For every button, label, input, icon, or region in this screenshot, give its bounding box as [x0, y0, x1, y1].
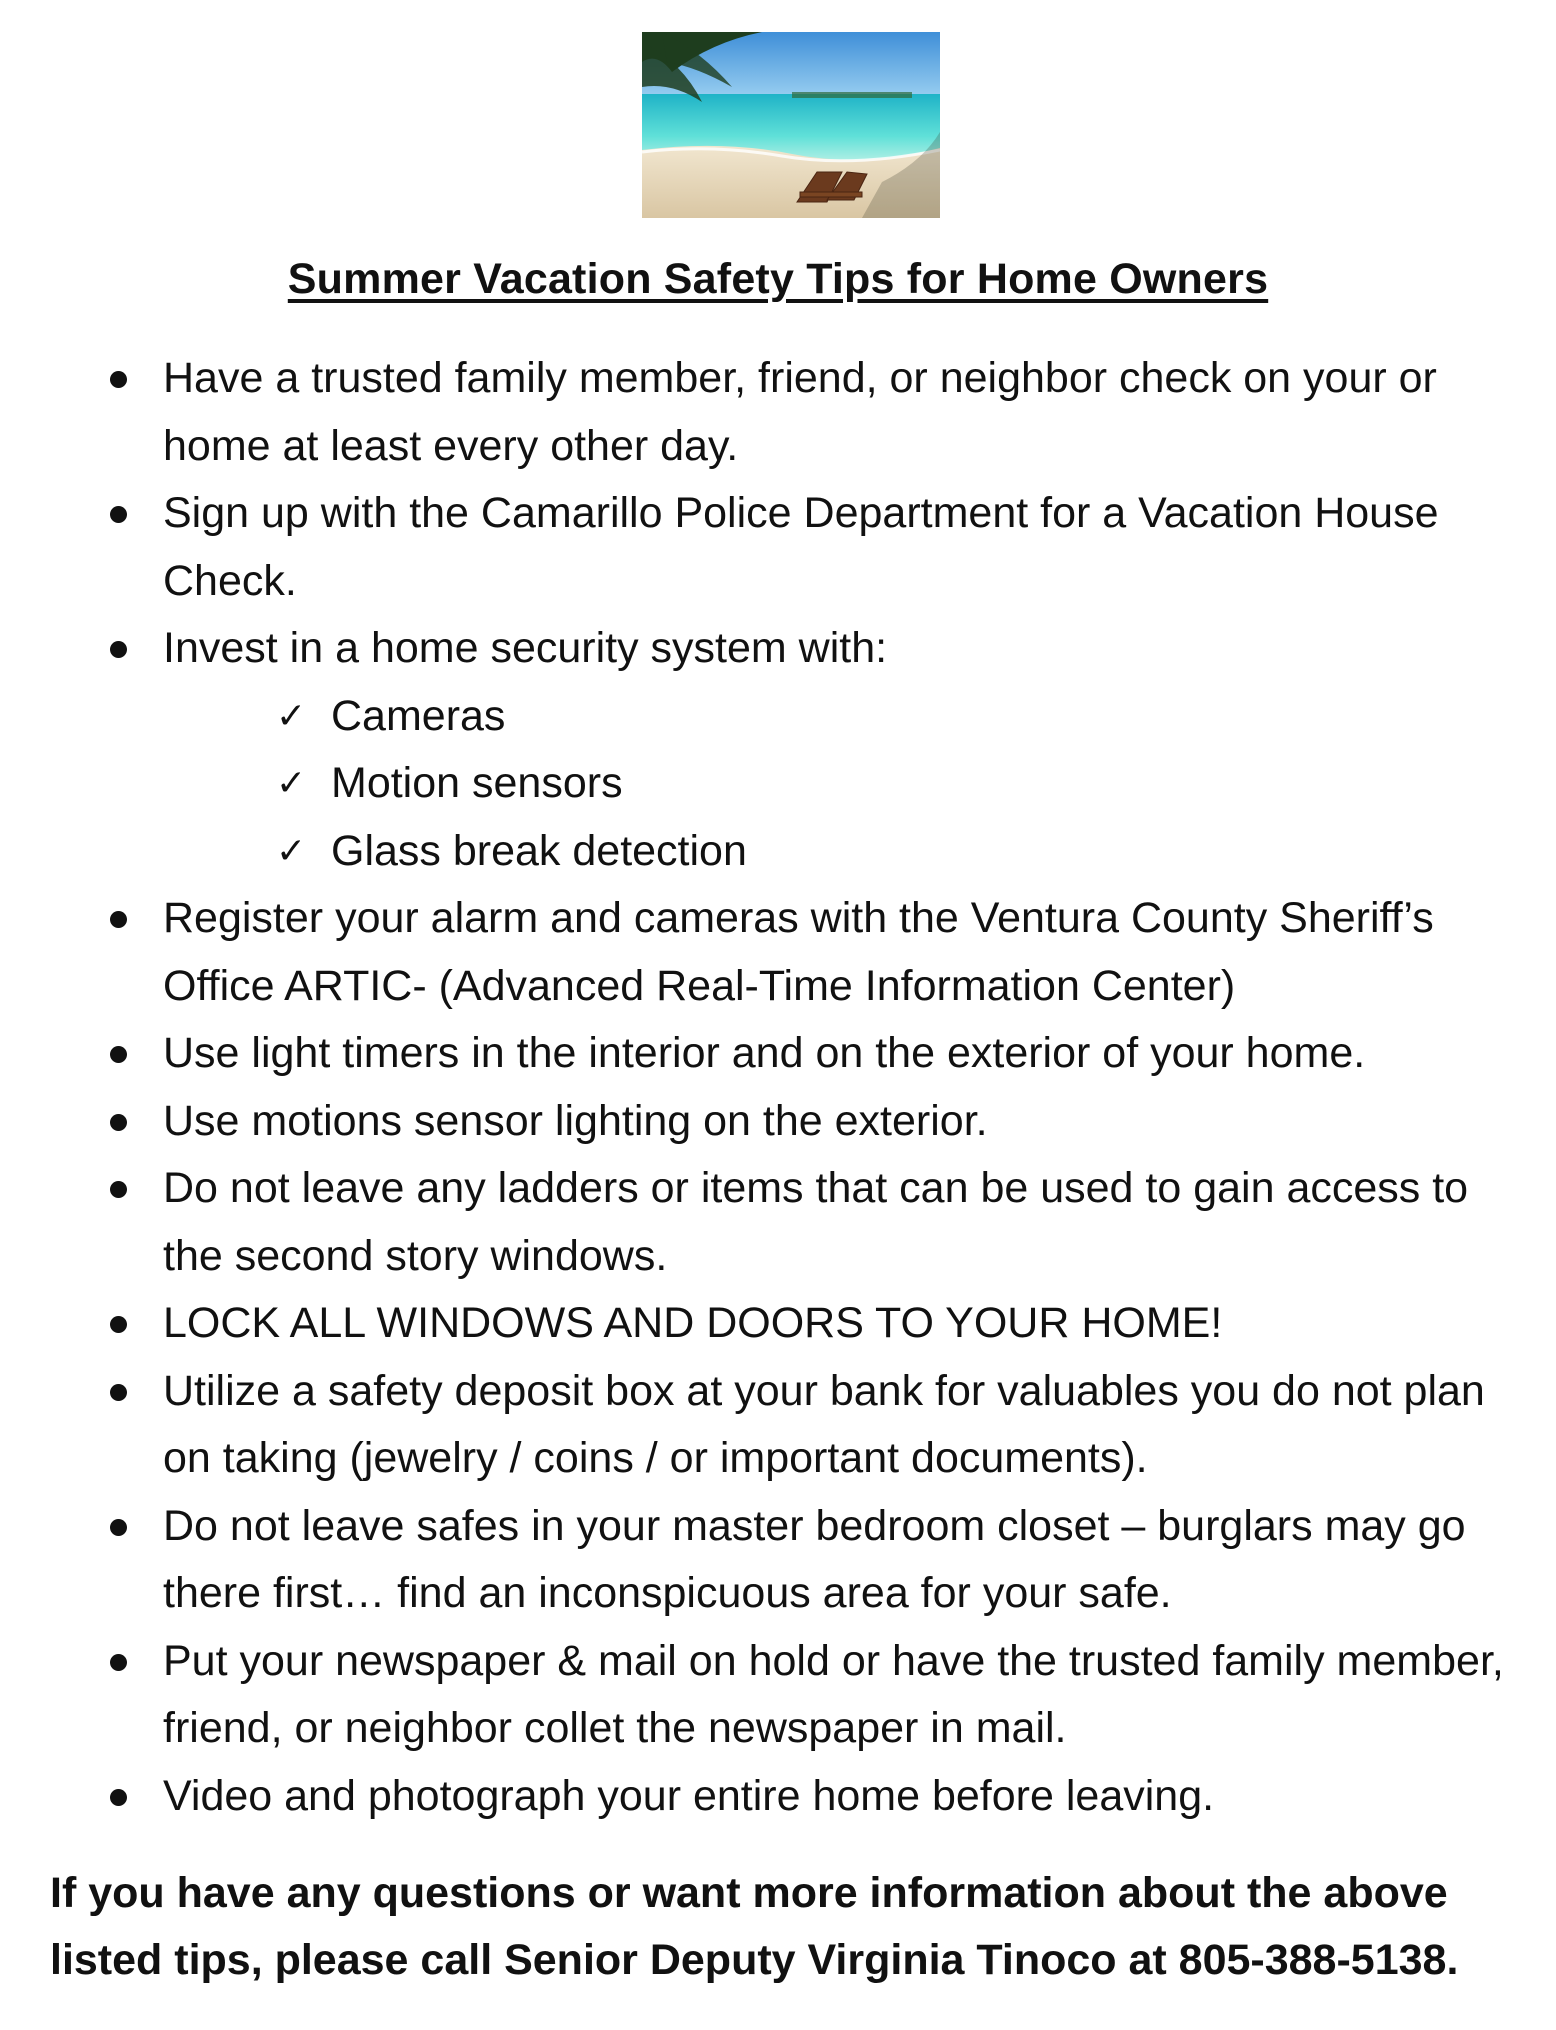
tip-item: [110, 615, 1520, 885]
tips-list: [110, 345, 1520, 1830]
tip-item: [110, 885, 1520, 1020]
tip-text: Do not leave safes in your master bedroom closet – burglars may go there first… find an inconspicuous area for your safe.: [163, 1501, 1466, 1617]
bullet-icon: [110, 1046, 127, 1063]
tip-item: [110, 480, 1520, 615]
beach-image: [642, 32, 940, 218]
tip-text: Use light timers in the interior and on the exterior of your home.: [163, 1029, 1366, 1077]
tip-item: [110, 1493, 1520, 1628]
tip-text: Invest in a home security system with:: [163, 624, 888, 672]
tip-item: [110, 1088, 1520, 1156]
bullet-icon: [110, 641, 127, 658]
tip-text: Utilize a safety deposit box at your bank for valuables you do not plan on taking (jewelry / coins / or important documents).: [163, 1366, 1485, 1482]
beach-illustration: [642, 32, 940, 218]
tip-text: Do not leave any ladders or items that can be used to gain access to the second story windows.: [163, 1164, 1469, 1280]
tip-item: [110, 1358, 1520, 1493]
tip-text: Sign up with the Camarillo Police Department for a Vacation House Check.: [163, 489, 1439, 605]
sub-item: [163, 750, 1520, 818]
sub-item: [163, 683, 1520, 751]
bullet-icon: [110, 1181, 127, 1198]
tip-item: [110, 1020, 1520, 1088]
sub-item-text: Glass break detection: [331, 826, 747, 875]
bullet-icon: [110, 1789, 127, 1806]
tip-text: Have a trusted family member, friend, or neighbor check on your or home at least every other day.: [163, 354, 1437, 470]
page-title: Summer Vacation Safety Tips for Home Owners: [287, 255, 1269, 303]
bullet-icon: [110, 1654, 127, 1671]
checkmark-icon: ✓: [276, 763, 307, 804]
sub-item-text: Motion sensors: [331, 759, 623, 807]
sub-item-text: Cameras: [331, 691, 506, 740]
tip-item: [110, 1628, 1520, 1763]
bullet-icon: [110, 1384, 127, 1401]
bullet-icon: [110, 911, 127, 928]
bullet-icon: [110, 506, 127, 523]
bullet-icon: [110, 1114, 127, 1131]
tip-item: [110, 345, 1520, 480]
tip-text: LOCK ALL WINDOWS AND DOORS TO YOUR HOME!: [163, 1299, 1223, 1347]
bullet-icon: [110, 1316, 127, 1333]
tip-item: [110, 1290, 1520, 1358]
checkmark-icon: ✓: [276, 695, 307, 737]
bullet-icon: [110, 1519, 127, 1536]
tip-item: [110, 1763, 1520, 1831]
tip-text: Use motions sensor lighting on the exterior.: [163, 1096, 988, 1145]
bullet-icon: [110, 371, 127, 388]
contact-footer: If you have any questions or want more information about the above listed tips, please call Senior Deputy Virginia Tinoco at 805-388-5138.: [50, 1869, 1459, 1984]
tip-text: Register your alarm and cameras with the Ventura County Sheriff’s Office ARTIC- (Advanced Real-Time Information Center): [163, 894, 1434, 1010]
sub-item: [163, 818, 1520, 886]
tip-text: Video and photograph your entire home before leaving.: [163, 1771, 1215, 1820]
security-features-list: [163, 683, 1520, 886]
tip-item: [110, 1155, 1520, 1290]
tip-text: Put your newspaper & mail on hold or have the trusted family member, friend, or neighbor collet the newspaper in mail.: [163, 1636, 1504, 1752]
checkmark-icon: ✓: [276, 830, 307, 872]
